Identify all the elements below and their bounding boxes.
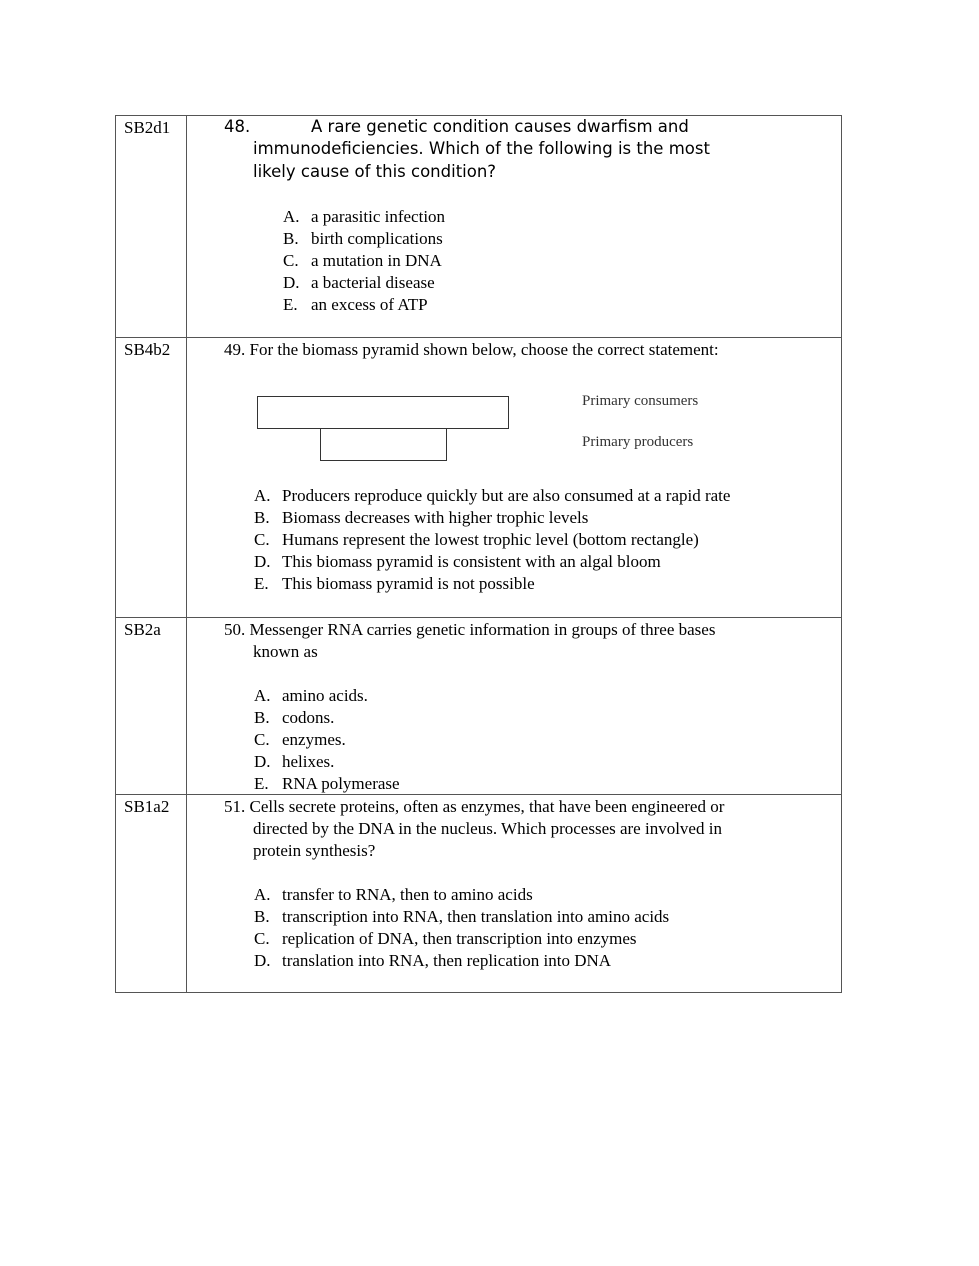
option-text: enzymes. xyxy=(282,730,346,749)
question-text: immunodeficiencies. Which of the following is the most xyxy=(253,139,710,158)
option-letter: B. xyxy=(254,508,270,527)
option-text: Biomass decreases with higher trophic levels xyxy=(282,508,589,527)
option-letter: E. xyxy=(254,574,269,593)
option-text: Humans represent the lowest trophic level (bottom rectangle) xyxy=(282,530,699,549)
question-number: 48. xyxy=(224,117,251,136)
question-text: 50. Messenger RNA carries genetic information in groups of three bases xyxy=(224,620,716,639)
option-text: amino acids. xyxy=(282,686,368,705)
option-letter: B. xyxy=(254,708,270,727)
option-text: helixes. xyxy=(282,752,335,771)
pyramid-top-rectangle xyxy=(257,396,509,429)
option-text: codons. xyxy=(282,708,335,727)
row-divider xyxy=(115,617,842,618)
option-letter: E. xyxy=(254,774,269,793)
row-divider xyxy=(115,337,842,338)
column-divider xyxy=(186,115,187,993)
question-text: 49. For the biomass pyramid shown below, choose the correct statement: xyxy=(224,340,719,359)
option-letter: E. xyxy=(283,295,298,314)
primary-consumers-label: Primary consumers xyxy=(582,393,699,409)
option-text: transfer to RNA, then to amino acids xyxy=(282,885,533,904)
option-letter: C. xyxy=(254,530,270,549)
option-letter: A. xyxy=(254,885,271,904)
option-letter: D. xyxy=(254,752,271,771)
option-letter: A. xyxy=(254,486,271,505)
option-text: a parasitic infection xyxy=(311,207,446,226)
question-text: directed by the DNA in the nucleus. Which processes are involved in xyxy=(253,819,722,838)
option-text: This biomass pyramid is not possible xyxy=(282,574,535,593)
option-text: replication of DNA, then transcription into enzymes xyxy=(282,929,637,948)
option-text: birth complications xyxy=(311,229,443,248)
option-letter: D. xyxy=(283,273,300,292)
option-letter: C. xyxy=(254,730,270,749)
option-letter: C. xyxy=(254,929,270,948)
option-text: a bacterial disease xyxy=(311,273,435,292)
option-letter: D. xyxy=(254,951,271,970)
pyramid-bottom-rectangle xyxy=(320,428,447,461)
option-text: transcription into RNA, then translation into amino acids xyxy=(282,907,670,926)
option-letter: C. xyxy=(283,251,299,270)
question-text: protein synthesis? xyxy=(253,841,376,860)
standard-code: SB4b2 xyxy=(124,340,171,359)
option-text: Producers reproduce quickly but are also consumed at a rapid rate xyxy=(282,486,731,505)
option-text: This biomass pyramid is consistent with an algal bloom xyxy=(282,552,661,571)
standard-code: SB2a xyxy=(124,620,161,639)
question-text: A rare genetic condition causes dwarfism and xyxy=(311,117,689,136)
option-letter: A. xyxy=(283,207,300,226)
option-text: a mutation in DNA xyxy=(311,251,442,270)
primary-producers-label: Primary producers xyxy=(582,434,694,450)
question-text: 51. Cells secrete proteins, often as enzymes, that have been engineered or xyxy=(224,797,725,816)
standard-code: SB2d1 xyxy=(124,118,171,137)
option-letter: B. xyxy=(254,907,270,926)
option-text: an excess of ATP xyxy=(311,295,428,314)
option-letter: A. xyxy=(254,686,271,705)
option-text: translation into RNA, then replication into DNA xyxy=(282,951,612,970)
standard-code: SB1a2 xyxy=(124,797,170,816)
option-text: RNA polymerase xyxy=(282,774,400,793)
row-divider xyxy=(115,794,842,795)
option-letter: D. xyxy=(254,552,271,571)
question-text: likely cause of this condition? xyxy=(253,162,497,181)
question-text: known as xyxy=(253,642,318,661)
option-letter: B. xyxy=(283,229,299,248)
